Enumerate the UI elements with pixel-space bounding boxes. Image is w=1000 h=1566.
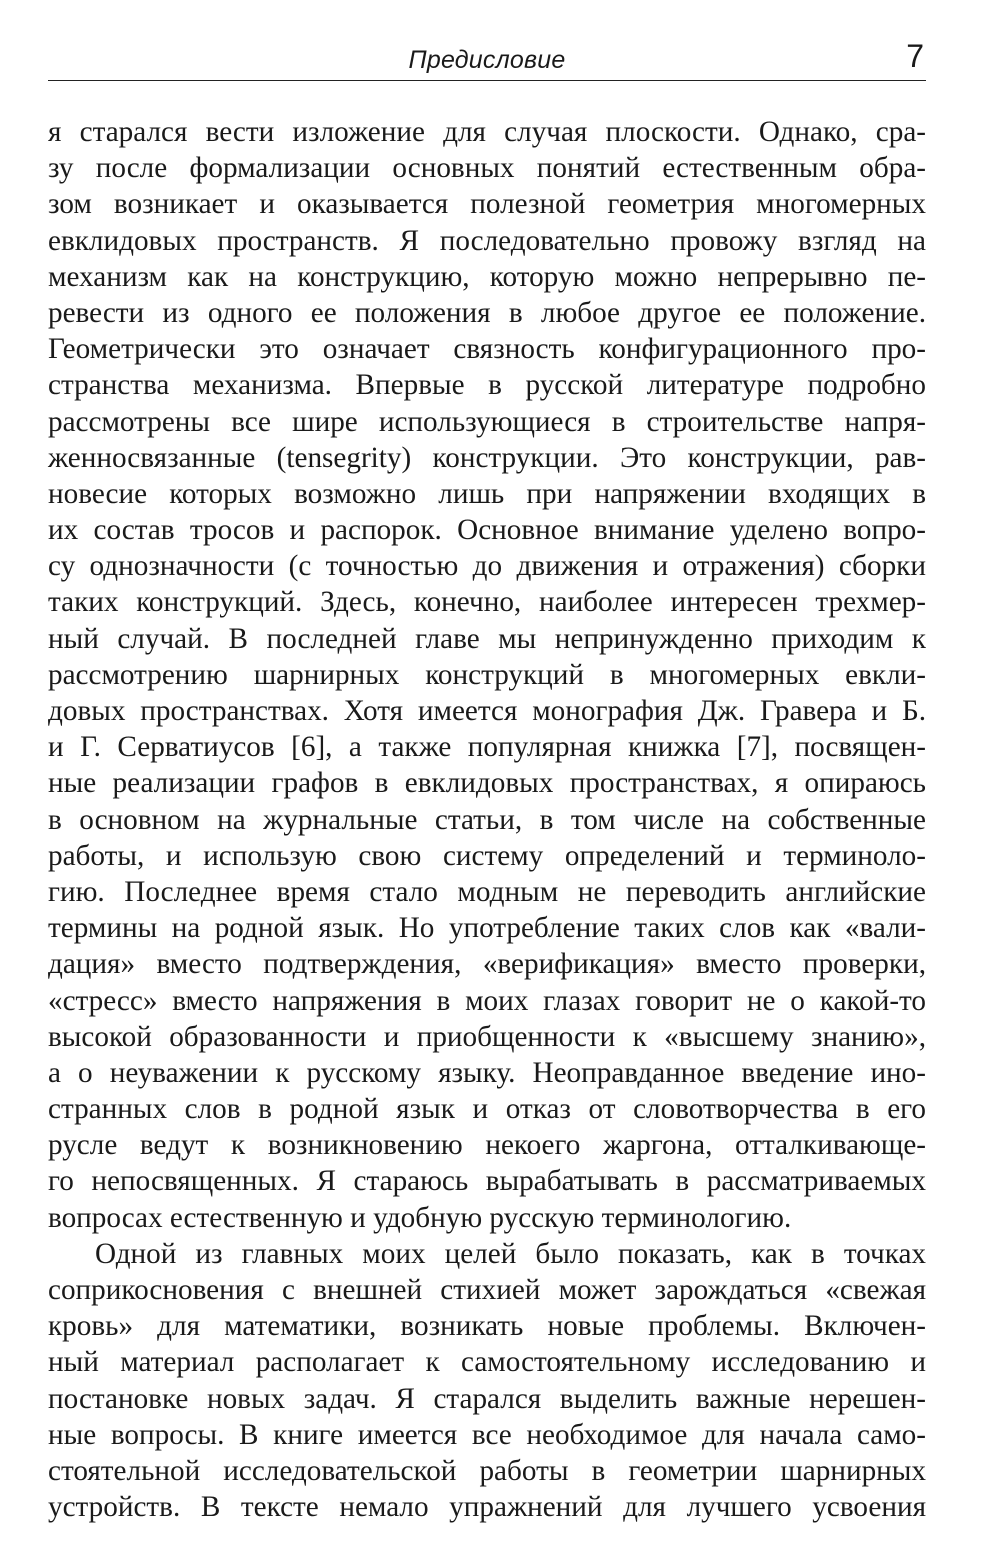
text-line: го непосвященных. Я стараюсь вырабатывать в рассматриваемых (48, 1165, 926, 1198)
text-line: ный материал располагает к самостоятельному исследованию и (48, 1346, 926, 1379)
text-line: устройств. В тексте немало упражнений для лучшего усвоения (48, 1491, 926, 1524)
text-line: и Г. Серватиусов [6], а также популярная книжка [7], посвящен- (48, 731, 926, 764)
text-line: рассмотрению шарнирных конструкций в многомерных евкли- (48, 658, 926, 691)
paragraph-1 (48, 114, 926, 1236)
text-line: ные реализации графов в евклидовых пространствах, я опираюсь (48, 767, 926, 800)
text-line: в основном на журнальные статьи, в том числе на собственные (48, 803, 926, 836)
text-line: соприкосновения с внешней стихией может зарождаться «свежая (48, 1274, 926, 1306)
text-line: женносвязанные (tensegrity) конструкции. Это конструкции, рав- (48, 441, 926, 474)
text-line: зом возникает и оказывается полезной геометрия многомерных (48, 188, 926, 221)
page-number: 7 (906, 38, 924, 74)
paragraph-2 (48, 1236, 926, 1526)
text-line: гию. Последнее время стало модным не переводить английские (48, 875, 926, 908)
text-line: постановке новых задач. Я старался выделить важные нерешен- (48, 1382, 926, 1415)
text-line: Одной из главных моих целей было показать, как в точках (95, 1237, 926, 1270)
text-line: русле ведут к возникновению некоего жаргона, отталкивающе- (48, 1129, 926, 1162)
text-line: «стресс» вместо напряжения в моих глазах говорит не о какой-то (48, 984, 926, 1017)
text-line: Геометрически это означает связность конфигурационного про- (48, 333, 926, 366)
text-line: механизм как на конструкцию, которую можно непрерывно пе- (48, 260, 926, 293)
text-line: странных слов в родной язык и отказ от словотворчества в его (48, 1093, 926, 1126)
text-line: а о неуважении к русскому языку. Неоправданное введение ино- (48, 1056, 926, 1089)
text-line: ный случай. В последней главе мы непринужденно приходим к (48, 622, 926, 655)
running-title: Предисловие (408, 46, 566, 74)
body-text (48, 114, 926, 1525)
text-line: ревести из одного ее положения в любое другое ее положение. (48, 296, 926, 329)
text-line: новесие которых возможно лишь при напряжении входящих в (48, 477, 926, 510)
text-line: термины на родной язык. Но употребление таких слов как «вали- (48, 912, 926, 945)
text-line: евклидовых пространств. Я последовательно провожу взгляд на (48, 224, 926, 257)
text-line: стоятельной исследовательской работы в геометрии шарнирных (48, 1454, 926, 1487)
text-line: их состав тросов и распорок. Основное внимание уделено вопро- (48, 514, 926, 547)
text-line: таких конструкций. Здесь, конечно, наиболее интересен трехмер- (48, 586, 926, 619)
text-line: кровь» для математики, возникать новые проблемы. Включен- (48, 1310, 926, 1343)
text-line: рассмотрены все шире использующиеся в строительстве напря- (48, 405, 926, 438)
text-line: су однозначности (с точностью до движения и отражения) сборки (48, 550, 926, 583)
text-line: довых пространствах. Хотя имеется монография Дж. Гравера и Б. (48, 695, 926, 727)
running-header (48, 38, 926, 81)
text-line: работы, и использую свою систему определений и терминоло- (48, 839, 926, 872)
text-line: странства механизма. Впервые в русской литературе подробно (48, 369, 926, 402)
text-line: вопросах естественную и удобную русскую терминологию. (48, 1201, 792, 1234)
text-line: высокой образованности и приобщенности к «высшему знанию», (48, 1020, 926, 1053)
text-line: ные вопросы. В книге имеется все необходимое для начала само- (48, 1418, 926, 1451)
text-line: дация» вместо подтверждения, «верификация» вместо проверки, (48, 948, 926, 981)
text-line: я старался вести изложение для случая плоскости. Однако, сра- (48, 116, 926, 148)
text-line: зу после формализации основных понятий естественным обра- (48, 152, 926, 185)
